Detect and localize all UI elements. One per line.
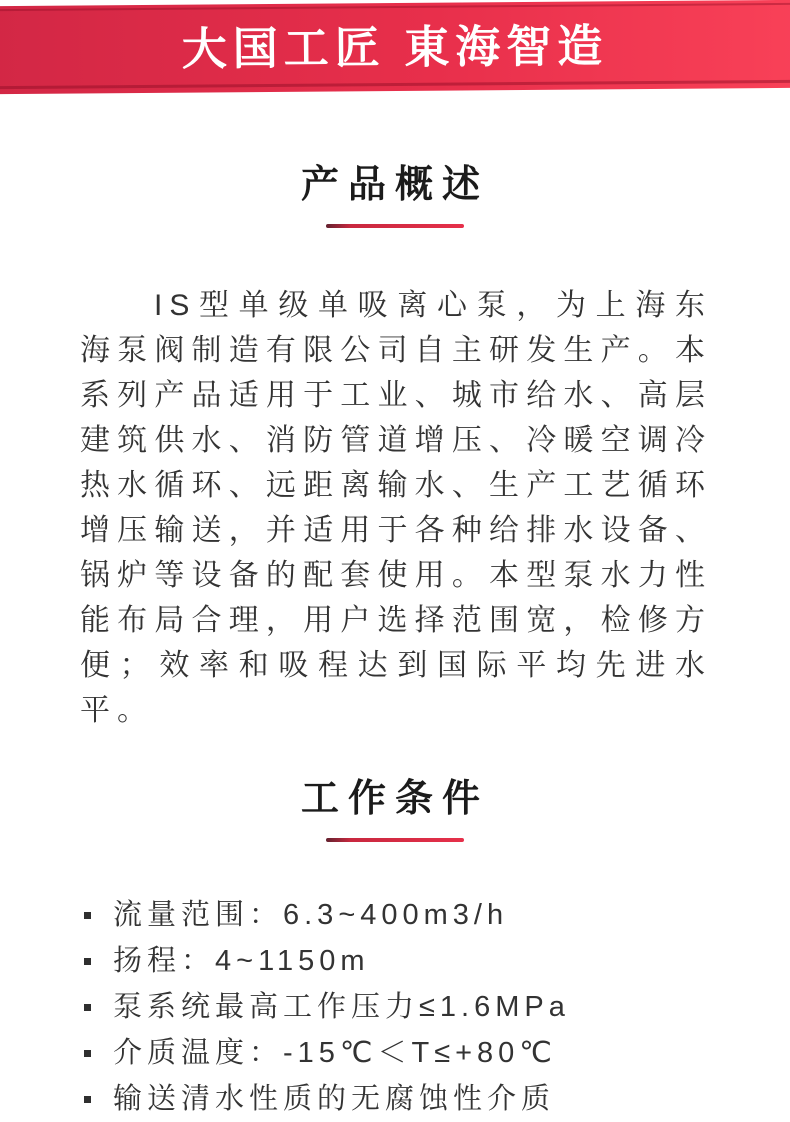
bullet-dot-icon [84,912,91,919]
overview-paragraph: IS型单级单吸离心泵，为上海东海泵阀制造有限公司自主研发生产。本系列产品适用于工业、城市给水、高层建筑供水、消防管道增压、冷暖空调冷热水循环、远距离输水、生产工艺循环增压输送，并适用于各种给排水设备、锅炉等设备的配套使用。本型泵水力性能布局合理，用户选择范围宽，检修方便；效率和吸程达到国际平均先进水平。 [80,289,712,727]
list-item [84,1076,790,1122]
list-item [84,892,790,938]
spec-text: 流量范围：6.3~400m3/h [113,899,509,931]
spec-text: 扬程：4~1150m [113,945,370,977]
overview-title: 产品概述 [300,164,489,206]
banner-background [0,0,790,94]
banner [0,0,790,97]
conditions-list [84,892,790,1122]
title-underline [326,224,464,228]
bullet-dot-icon [84,958,91,965]
bullet-dot-icon [84,1050,91,1057]
bullet-dot-icon [84,1096,91,1103]
list-item [84,1030,790,1076]
conditions-title: 工作条件 [300,778,489,820]
list-item [84,984,790,1030]
bullet-dot-icon [84,1004,91,1011]
spec-text: 泵系统最高工作压力≤1.6MPa [113,991,570,1023]
spec-text: 介质温度：-15℃＜T≤+80℃ [113,1037,557,1069]
list-item [84,938,790,984]
banner-title: 大国工匠 東海智造 [181,19,609,75]
title-underline [326,838,464,842]
spec-text: 输送清水性质的无腐蚀性介质 [113,1083,556,1115]
section-conditions [0,733,790,1122]
section-overview [0,97,790,733]
